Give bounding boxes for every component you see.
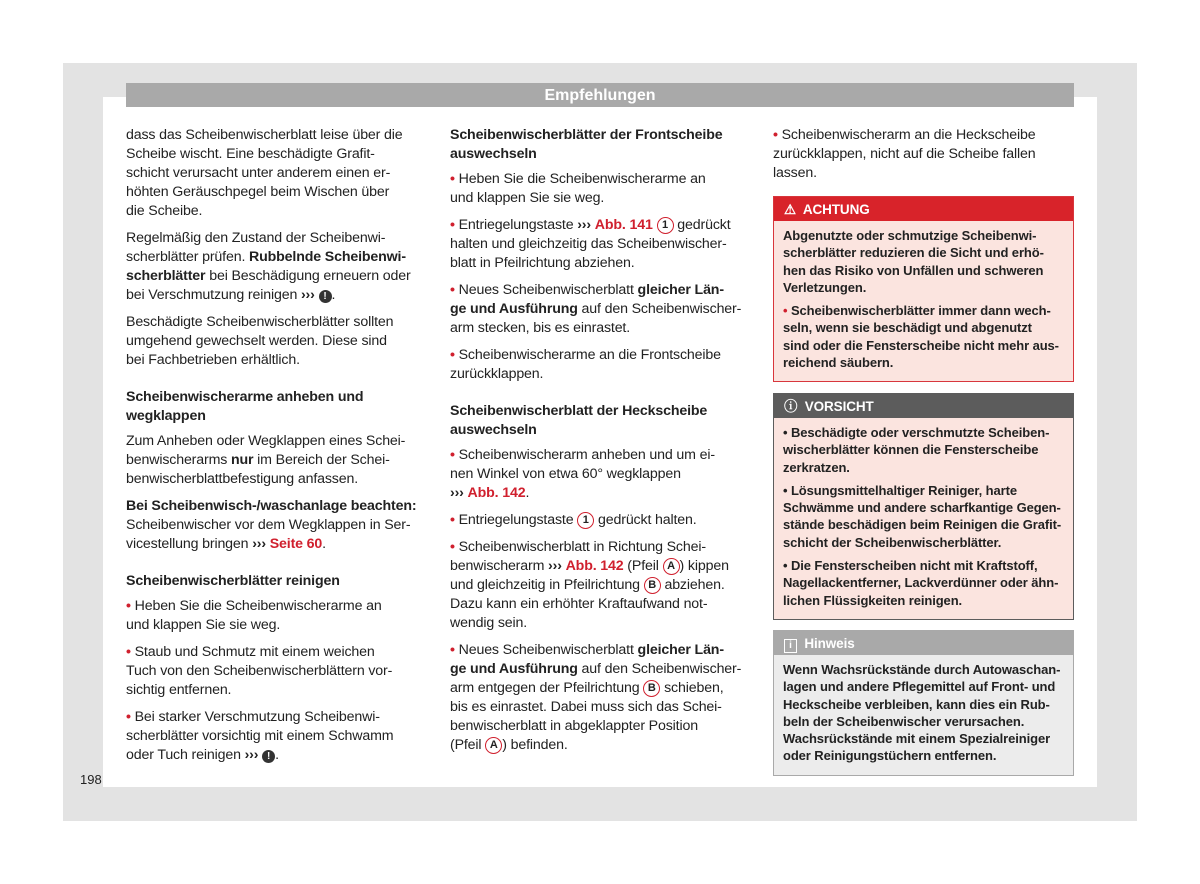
text: beln der Scheibenwischer verursachen.: [783, 713, 1025, 729]
cross-reference-link[interactable]: Seite 60: [269, 536, 323, 552]
callout-circle-icon: A: [485, 737, 502, 754]
text: die Scheibe.: [126, 203, 203, 219]
text: Bei starker Verschmutzung Scheibenwi-: [130, 709, 380, 725]
paragraph: [126, 597, 431, 635]
column-middle: [450, 126, 755, 763]
text: Beschädigte Scheibenwischerblätter sollten: [126, 314, 394, 330]
text: Nagellackentferner, Lackverdünner oder ähn-: [783, 575, 1059, 591]
paragraph: [450, 216, 755, 273]
cross-reference-link[interactable]: Abb. 141: [594, 217, 653, 233]
paragraph: [126, 643, 431, 700]
text: Zum Anheben oder Wegklappen eines Schei-: [126, 433, 406, 449]
text: gedrückt halten.: [594, 512, 697, 528]
column-left: [126, 126, 431, 773]
section-header: Empfehlungen: [126, 83, 1074, 107]
text: bis es einrastet. Dabei muss sich das Schei-: [450, 699, 722, 715]
paragraph: [126, 126, 431, 221]
text: stände beschädigen beim Reinigen die Grafit-: [783, 517, 1062, 533]
text: [315, 287, 319, 303]
text: ) befinden.: [502, 737, 568, 753]
text: scherblätter vorsichtig mit einem Schwamm: [126, 728, 394, 744]
callout-circle-icon: 1: [657, 217, 674, 234]
bold-text: Bei Scheibenwisch-/waschanlage beachten:: [126, 498, 417, 514]
paragraph: [450, 281, 755, 338]
text: bei Fachbetrieben erhältlich.: [126, 352, 300, 368]
text: sichtig entfernen.: [126, 682, 232, 698]
text: auswechseln: [450, 422, 537, 438]
bold-text: gleicher Län-: [637, 642, 724, 658]
text: (Pfeil: [623, 558, 663, 574]
text: .: [322, 536, 326, 552]
text: sind oder die Fensterscheibe nicht mehr aus-: [783, 337, 1059, 353]
text: Heckscheibe verbleiben, kann dies ein Rub-: [783, 696, 1050, 712]
text: Verletzungen.: [783, 279, 867, 295]
bold-text: gleicher Län-: [637, 282, 724, 298]
text: lagen und andere Pflegemittel auf Front- und: [783, 679, 1056, 695]
cross-reference-link[interactable]: Abb. 142: [467, 485, 526, 501]
text: abziehen.: [660, 577, 725, 593]
box-paragraph: [783, 227, 1065, 296]
text: bei Verschmutzung reinigen: [126, 287, 301, 303]
paragraph: [126, 432, 431, 489]
text: und klappen Sie sie weg.: [126, 617, 281, 633]
text: schieben,: [660, 680, 724, 696]
bold-text: Rubbelnde Scheibenwi-: [249, 249, 406, 265]
text: wendig sein.: [450, 615, 528, 631]
text: reichend säubern.: [783, 355, 894, 371]
text: im Bereich der Schei-: [253, 452, 390, 468]
callout-circle-icon: B: [644, 577, 661, 594]
text: Regelmäßig den Zustand der Scheibenwi-: [126, 230, 386, 246]
text: • Lösungsmittelhaltiger Reiniger, harte: [783, 482, 1017, 498]
text: scherblätter prüfen.: [126, 249, 250, 265]
paragraph: [450, 170, 755, 208]
text: gedrückt: [673, 217, 731, 233]
text: Scheibenwischerarme anheben und: [126, 389, 364, 405]
bullet: •: [450, 347, 455, 363]
text: Scheibenwischerarm anheben und um ei-: [454, 447, 715, 463]
bold-text: ›››: [244, 747, 259, 763]
bold-text: ›››: [252, 536, 266, 552]
text: Scheibenwischerblatt in Richtung Schei-: [454, 539, 706, 555]
text: Scheibenwischerarme an die Frontscheibe: [454, 347, 721, 363]
text: Dazu kann ein erhöhter Kraftaufwand not-: [450, 596, 708, 612]
warning-reference-icon: !: [319, 290, 332, 303]
paragraph: [450, 511, 755, 530]
paragraph: [126, 229, 431, 305]
bullet: •: [450, 539, 455, 555]
text: Wenn Wachsrückstände durch Autowaschan-: [783, 662, 1061, 677]
text: halten und gleichzeitig das Scheibenwischer-: [450, 236, 727, 252]
text: umgehend gewechselt werden. Diese sind: [126, 333, 387, 349]
text: [653, 217, 657, 233]
text: oder Tuch reinigen: [126, 747, 245, 763]
text: wegklappen: [126, 408, 206, 424]
bold-text: ›››: [577, 217, 591, 233]
paragraph: [450, 446, 755, 503]
text: • Die Fensterscheiben nicht mit Kraftstoff,: [783, 558, 1038, 574]
page-number: 198: [80, 772, 102, 787]
text: Scheibenwischerblätter reinigen: [126, 573, 340, 589]
text: .: [525, 485, 530, 501]
bullet: •: [450, 512, 455, 528]
caution-title: VORSICHT: [804, 399, 874, 414]
warning-title: ACHTUNG: [802, 202, 870, 217]
text: Schwämme und andere scharfkantige Gegen-: [783, 500, 1061, 516]
text: .: [275, 747, 279, 763]
bold-text: scherblätter: [126, 268, 206, 284]
warning-triangle-icon: ⚠: [784, 202, 797, 217]
text: bei Beschädigung erneuern oder: [205, 268, 411, 284]
bullet: •: [450, 171, 455, 187]
text: lassen.: [773, 165, 817, 181]
text: Scheibenwischerblatt der Heckscheibe: [450, 403, 708, 419]
text: arm entgegen der Pfeilrichtung: [450, 680, 644, 696]
box-paragraph: [783, 557, 1065, 609]
subheading: [450, 126, 755, 164]
note-box-hinweis: [773, 630, 1074, 776]
text: Neues Scheibenwischerblatt: [454, 282, 638, 298]
text: nen Winkel von etwa 60° wegklappen: [450, 466, 681, 482]
paragraph: [450, 346, 755, 384]
text: und gleichzeitig in Pfeilrichtung: [450, 577, 644, 593]
text: wischerblätter können die Fensterscheibe: [783, 442, 1039, 458]
text: Wachsrückstände mit einem Spezialreiniger: [783, 731, 1051, 747]
paragraph: [773, 126, 1078, 183]
text: zurückklappen, nicht auf die Scheibe fallen: [773, 146, 1036, 162]
text: schicht der Scheibenwischerblätter.: [783, 534, 1002, 550]
text: Tuch von den Scheibenwischerblättern vor-: [126, 663, 393, 679]
text: (Pfeil: [450, 737, 486, 753]
bold-text: ›››: [450, 485, 464, 501]
text: auswechseln: [450, 146, 537, 162]
bullet: •: [450, 282, 455, 298]
text: .: [331, 287, 336, 303]
paragraph: [126, 497, 431, 554]
text: Abgenutzte oder schmutzige Scheibenwi-: [783, 228, 1037, 243]
text: dass das Scheibenwischerblatt leise über die: [126, 127, 403, 143]
bullet: •: [450, 217, 455, 233]
callout-circle-icon: B: [643, 680, 660, 697]
text: • Beschädigte oder verschmutzte Scheiben-: [783, 425, 1050, 440]
text: Heben Sie die Scheibenwischerarme an: [454, 171, 706, 187]
text: und klappen Sie sie weg.: [450, 190, 605, 206]
bullet: •: [126, 709, 131, 725]
paragraph: [450, 538, 755, 633]
subheading: [126, 572, 431, 591]
paragraph: [450, 641, 755, 755]
box-paragraph: [783, 424, 1065, 476]
text: vicestellung bringen: [126, 536, 253, 552]
text: zurückklappen.: [450, 366, 544, 382]
subheading: [450, 402, 755, 440]
text: arm stecken, bis es einrastet.: [450, 320, 631, 336]
text: Entriegelungstaste: [454, 217, 578, 233]
text: auf den Scheibenwischer-: [577, 661, 742, 677]
bullet: •: [450, 642, 455, 658]
text: auf den Scheibenwischer-: [577, 301, 742, 317]
exclamation-circle-icon: ⓘ: [784, 399, 798, 414]
text: benwischerarm: [450, 558, 549, 574]
bold-text: ›››: [548, 558, 562, 574]
bold-text: nur: [230, 452, 254, 468]
bullet: •: [783, 303, 788, 319]
text: benwischerblattbefestigung anfassen.: [126, 471, 359, 487]
text: lichen Flüssigkeiten reinigen.: [783, 592, 963, 608]
text: Staub und Schmutz mit einem weichen: [130, 644, 375, 660]
text: Neues Scheibenwischerblatt: [454, 642, 638, 658]
callout-circle-icon: 1: [577, 512, 594, 529]
callout-circle-icon: A: [663, 558, 680, 575]
text: schicht verursacht unter anderem einen er-: [126, 165, 391, 181]
text: ) kippen: [679, 558, 729, 574]
text: Heben Sie die Scheibenwischerarme an: [130, 598, 382, 614]
bold-text: ›››: [300, 287, 315, 303]
warning-box-achtung: [773, 196, 1074, 382]
paragraph: [126, 313, 431, 370]
text: Scheibenwischer vor dem Wegklappen in Ser-: [126, 517, 411, 533]
box-paragraph: [783, 661, 1065, 765]
column-right: [773, 126, 1078, 191]
bold-text: ge und Ausführung: [450, 661, 578, 677]
box-paragraph: [783, 482, 1065, 551]
bullet: •: [450, 447, 455, 463]
text: seln, wenn sie beschädigt und abgenutzt: [783, 320, 1032, 336]
text: Scheibenwischerblätter immer dann wech-: [787, 303, 1051, 319]
text: Scheibe wischt. Eine beschädigte Grafit-: [126, 146, 375, 162]
bold-text: ge und Ausführung: [450, 301, 578, 317]
text: benwischerarms: [126, 452, 231, 468]
text: Scheibenwischerblätter der Frontscheibe: [450, 127, 723, 143]
text: Scheibenwischerarm an die Heckscheibe: [777, 127, 1036, 143]
subheading: [126, 388, 431, 426]
text: höhten Geräuschpegel beim Wischen über: [126, 184, 390, 200]
bullet: •: [773, 127, 778, 143]
bullet: •: [126, 644, 131, 660]
text: hen das Risiko von Unfällen und schweren: [783, 262, 1044, 278]
box-paragraph: [783, 302, 1065, 371]
text: zerkratzen.: [783, 459, 850, 475]
text: scherblätter reduzieren die Sicht und erhö-: [783, 245, 1044, 261]
info-icon: i: [784, 639, 797, 653]
warning-reference-icon: !: [262, 750, 275, 763]
text: benwischerblatt in abgeklappter Position: [450, 718, 698, 734]
bullet: •: [126, 598, 131, 614]
text: oder Reinigungstüchern entfernen.: [783, 748, 997, 764]
text: blatt in Pfeilrichtung abziehen.: [450, 255, 635, 271]
text: Entriegelungstaste: [454, 512, 578, 528]
paragraph: [126, 708, 431, 765]
cross-reference-link[interactable]: Abb. 142: [565, 558, 624, 574]
caution-box-vorsicht: [773, 393, 1074, 620]
note-title: Hinweis: [804, 636, 855, 651]
